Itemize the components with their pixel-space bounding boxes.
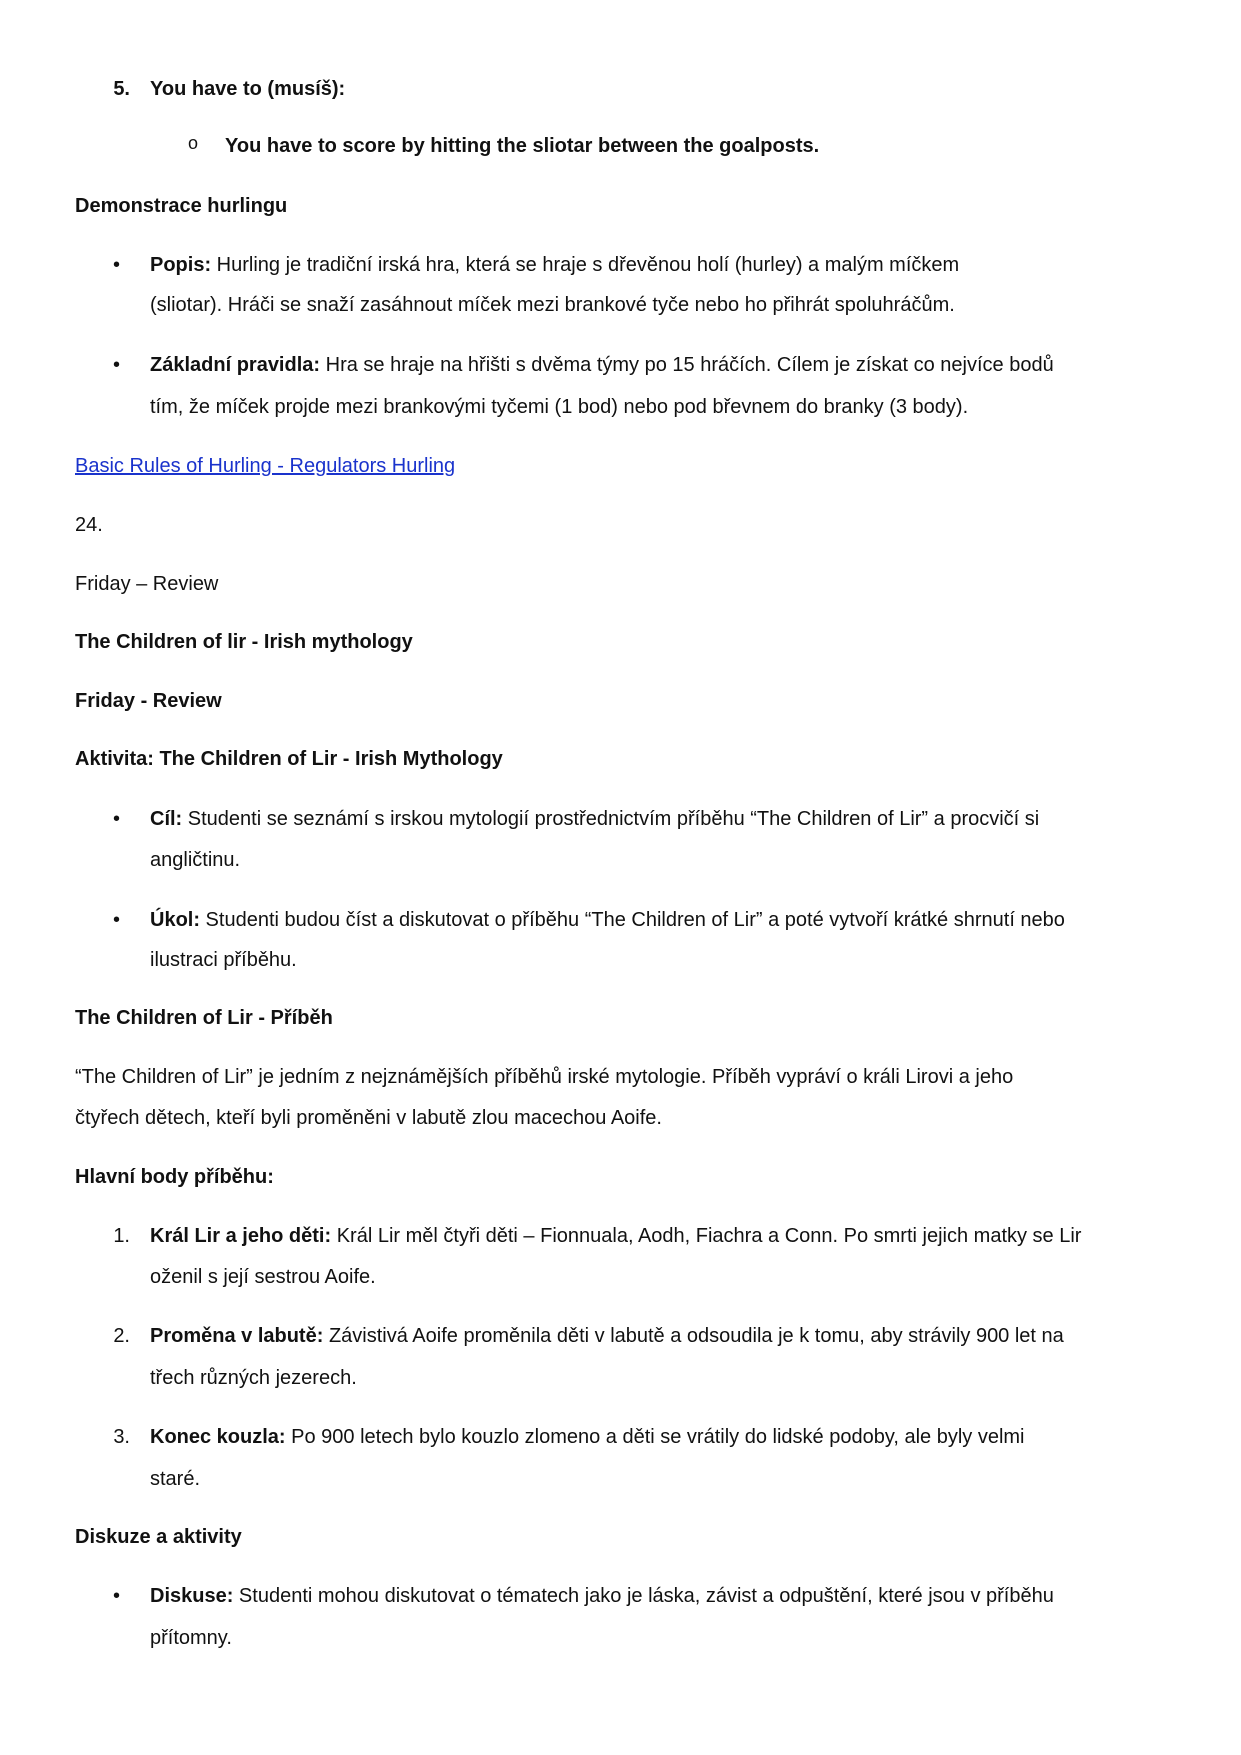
list-item <box>150 1424 1025 1450</box>
item-text-continued: staré. <box>150 1468 201 1490</box>
bullet-marker: • <box>113 254 121 276</box>
list-item <box>150 1323 1064 1349</box>
item-label: Úkol: <box>150 909 200 931</box>
item-text: Hra se hraje na hřišti s dvěma týmy po 15 hráčích. Cílem je získat co nejvíce bodů <box>320 354 1054 376</box>
list-item <box>150 1583 1054 1609</box>
day-number: 24. <box>75 514 103 536</box>
story-paragraph-line: čtyřech dětech, kteří byli proměněni v labutě zlou macechou Aoife. <box>75 1107 662 1129</box>
item-text: Po 900 letech bylo kouzlo zlomeno a děti se vrátily do lidské podoby, ale byly velmi <box>285 1426 1025 1448</box>
bullet-marker: • <box>113 354 121 376</box>
list-item <box>150 806 1039 832</box>
item-label: Proměna v labutě: <box>150 1325 324 1347</box>
section-heading: The Children of lir - Irish mythology <box>75 631 413 653</box>
item-label: Základní pravidla: <box>150 354 321 376</box>
item-label: Cíl: <box>150 808 183 830</box>
list-item <box>150 352 1054 378</box>
points-heading: Hlavní body příběhu: <box>75 1166 274 1188</box>
item-text: Závistivá Aoife proměnila děti v labutě a odsoudila je k tomu, aby strávily 900 let na <box>323 1325 1064 1347</box>
list-item <box>150 1223 1081 1249</box>
story-heading: The Children of Lir - Příběh <box>75 1007 333 1029</box>
item-label: Diskuse: <box>150 1585 234 1607</box>
item-text-continued: tím, že míček projde mezi brankovými tyčemi (1 bod) nebo pod břevnem do branky (3 body). <box>150 396 969 418</box>
bullet-marker: • <box>113 1585 121 1607</box>
item-text: Studenti se seznámí s irskou mytologií prostřednictvím příběhu “The Children of Lir” a procvičí si <box>182 808 1040 830</box>
item-text: Hurling je tradiční irská hra, která se hraje s dřevěnou holí (hurley) a malým míčkem <box>211 254 960 276</box>
list-number: 2. <box>113 1325 130 1347</box>
day-title: Friday – Review <box>75 573 219 595</box>
story-paragraph-line: “The Children of Lir” je jedním z nejznámějších příběhů irské mytologie. Příběh vypráví o králi Lirovi a jeho <box>75 1066 1014 1088</box>
item-text: Studenti budou číst a diskutovat o příběhu “The Children of Lir” a poté vytvoří krátké shrnutí nebo <box>200 909 1065 931</box>
section-heading: Friday - Review <box>75 690 222 712</box>
list-number: 1. <box>113 1225 130 1247</box>
bullet-marker: • <box>113 808 121 830</box>
list-number: 3. <box>113 1426 130 1448</box>
item-text-continued: ilustraci příběhu. <box>150 949 297 971</box>
item-text-continued: (sliotar). Hráči se snaží zasáhnout míček mezi brankové tyče nebo ho přihrát spoluhráčům. <box>150 294 955 316</box>
section-heading: Demonstrace hurlingu <box>75 195 288 217</box>
list-number: 5. <box>113 78 130 100</box>
sub-bullet-marker: o <box>188 133 199 153</box>
item-label: Král Lir a jeho děti: <box>150 1225 332 1247</box>
item-text-continued: třech různých jezerech. <box>150 1367 357 1389</box>
item-label: Popis: <box>150 254 212 276</box>
item-text: Král Lir měl čtyři děti – Fionnuala, Aodh, Fiachra a Conn. Po smrti jejich matky se Lir <box>331 1225 1082 1247</box>
bullet-marker: • <box>113 909 121 931</box>
sub-list-item-text: You have to score by hitting the sliotar between the goalposts. <box>225 135 820 157</box>
item-label: Konec kouzla: <box>150 1426 286 1448</box>
item-text: Studenti mohou diskutovat o tématech jako je láska, závist a odpuštění, které jsou v příběhu <box>233 1585 1054 1607</box>
hurling-rules-link[interactable]: Basic Rules of Hurling - Regulators Hurling <box>75 455 456 477</box>
item-text-continued: oženil s její sestrou Aoife. <box>150 1266 376 1288</box>
item-text-continued: angličtinu. <box>150 849 241 871</box>
list-item <box>150 252 959 278</box>
discussion-heading: Diskuze a aktivity <box>75 1526 242 1548</box>
activity-heading: Aktivita: The Children of Lir - Irish Mythology <box>75 748 503 770</box>
list-item <box>150 907 1065 933</box>
item-text-continued: přítomny. <box>150 1627 232 1649</box>
list-item-text: You have to (musíš): <box>150 78 346 100</box>
